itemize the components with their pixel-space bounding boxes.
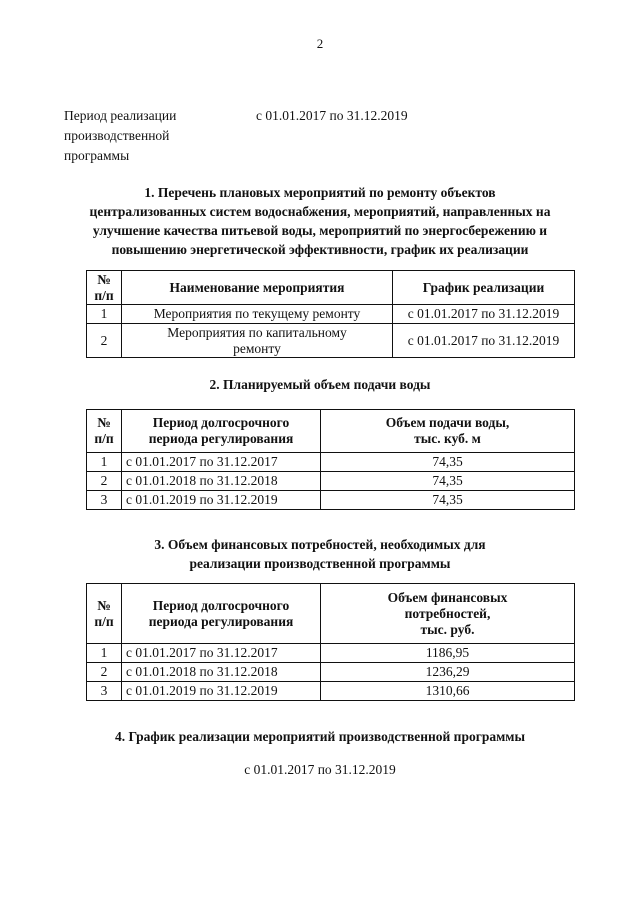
header-num-line: №	[97, 271, 111, 287]
heading-line: реализации производственной программы	[189, 556, 451, 571]
cell-period: с 01.01.2017 по 31.12.2017	[122, 644, 321, 663]
header-financial-line: тыс. руб.	[420, 621, 475, 637]
cell-value: 74,35	[321, 491, 575, 510]
heading-line: 3. Объем финансовых потребностей, необходимых для	[154, 537, 486, 552]
table-row	[87, 305, 575, 324]
cell-value: 1310,66	[321, 682, 575, 701]
header-period-line: Период долгосрочного	[152, 597, 290, 613]
cell-num: 2	[87, 663, 122, 682]
section4-heading: 4. График реализации мероприятий производственной программы	[114, 729, 526, 744]
table-row	[87, 663, 575, 682]
table-row	[87, 682, 575, 701]
period-label	[64, 106, 214, 166]
header-period	[122, 584, 321, 644]
cell-value: 74,35	[321, 472, 575, 491]
section2-heading: 2. Планируемый объем подачи воды	[209, 377, 431, 392]
cell-schedule: с 01.01.2017 по 31.12.2019	[393, 305, 575, 324]
cell-name: Мероприятия по текущему ремонту	[122, 305, 393, 324]
cell-name-line: Мероприятия по капитальному	[167, 324, 347, 340]
section4-period: с 01.01.2017 по 31.12.2019	[244, 762, 396, 777]
table-header-row	[87, 410, 575, 453]
header-num	[87, 410, 122, 453]
cell-period: с 01.01.2019 по 31.12.2019	[122, 491, 321, 510]
header-period-line: Период долгосрочного	[152, 415, 290, 430]
header-volume-line: тыс. куб. м	[414, 431, 481, 446]
header-num-line: №	[97, 415, 111, 430]
table-row	[87, 324, 575, 358]
section1-heading	[50, 183, 590, 259]
measures-table	[86, 270, 575, 358]
header-num-line: п/п	[94, 613, 114, 629]
cell-period: с 01.01.2018 по 31.12.2018	[122, 663, 321, 682]
period-label-line: Период реализации	[64, 108, 177, 123]
header-num-line: п/п	[94, 287, 114, 303]
header-num-line: п/п	[94, 431, 114, 446]
header-volume-line: Объем подачи воды,	[385, 415, 510, 430]
water-volume-table	[86, 409, 575, 510]
table-row	[87, 472, 575, 491]
cell-name	[122, 324, 393, 358]
cell-num: 2	[87, 324, 122, 358]
section3-heading	[50, 535, 590, 573]
header-financial-line: потребностей,	[404, 605, 491, 621]
header-financial-line: Объем финансовых	[387, 589, 508, 605]
header-volume	[321, 410, 575, 453]
header-financial	[321, 584, 575, 644]
cell-num: 3	[87, 491, 122, 510]
heading-line: улучшение качества питьевой воды, мероприятий по энергосбережению и	[92, 223, 548, 238]
table-header-row	[87, 584, 575, 644]
financial-needs-table	[86, 583, 575, 701]
cell-schedule: с 01.01.2017 по 31.12.2019	[393, 324, 575, 358]
header-schedule: График реализации	[393, 271, 575, 305]
header-num-line: №	[97, 597, 111, 613]
header-name: Наименование мероприятия	[122, 271, 393, 305]
cell-value: 1186,95	[321, 644, 575, 663]
heading-line: 1. Перечень плановых мероприятий по ремонту объектов	[144, 185, 496, 200]
heading-line: централизованных систем водоснабжения, мероприятий, направленных на	[89, 204, 551, 219]
table-header-row	[87, 271, 575, 305]
cell-period: с 01.01.2018 по 31.12.2018	[122, 472, 321, 491]
header-period	[122, 410, 321, 453]
header-num	[87, 271, 122, 305]
table-row	[87, 644, 575, 663]
cell-name-line: ремонту	[233, 340, 281, 356]
cell-num: 1	[87, 305, 122, 324]
table-row	[87, 491, 575, 510]
cell-period: с 01.01.2017 по 31.12.2017	[122, 453, 321, 472]
cell-num: 2	[87, 472, 122, 491]
heading-line: повышению энергетической эффективности, график их реализации	[111, 242, 529, 257]
cell-value: 1236,29	[321, 663, 575, 682]
header-period-line: периода регулирования	[148, 613, 294, 629]
cell-period: с 01.01.2019 по 31.12.2019	[122, 682, 321, 701]
header-period-line: периода регулирования	[148, 431, 294, 446]
cell-value: 74,35	[321, 453, 575, 472]
cell-num: 1	[87, 644, 122, 663]
period-label-line: программы	[64, 148, 130, 163]
cell-num: 1	[87, 453, 122, 472]
page-number: 2	[316, 36, 324, 51]
header-num	[87, 584, 122, 644]
period-label-line: производственной	[64, 128, 170, 143]
period-value: с 01.01.2017 по 31.12.2019	[256, 108, 408, 123]
cell-num: 3	[87, 682, 122, 701]
table-row	[87, 453, 575, 472]
